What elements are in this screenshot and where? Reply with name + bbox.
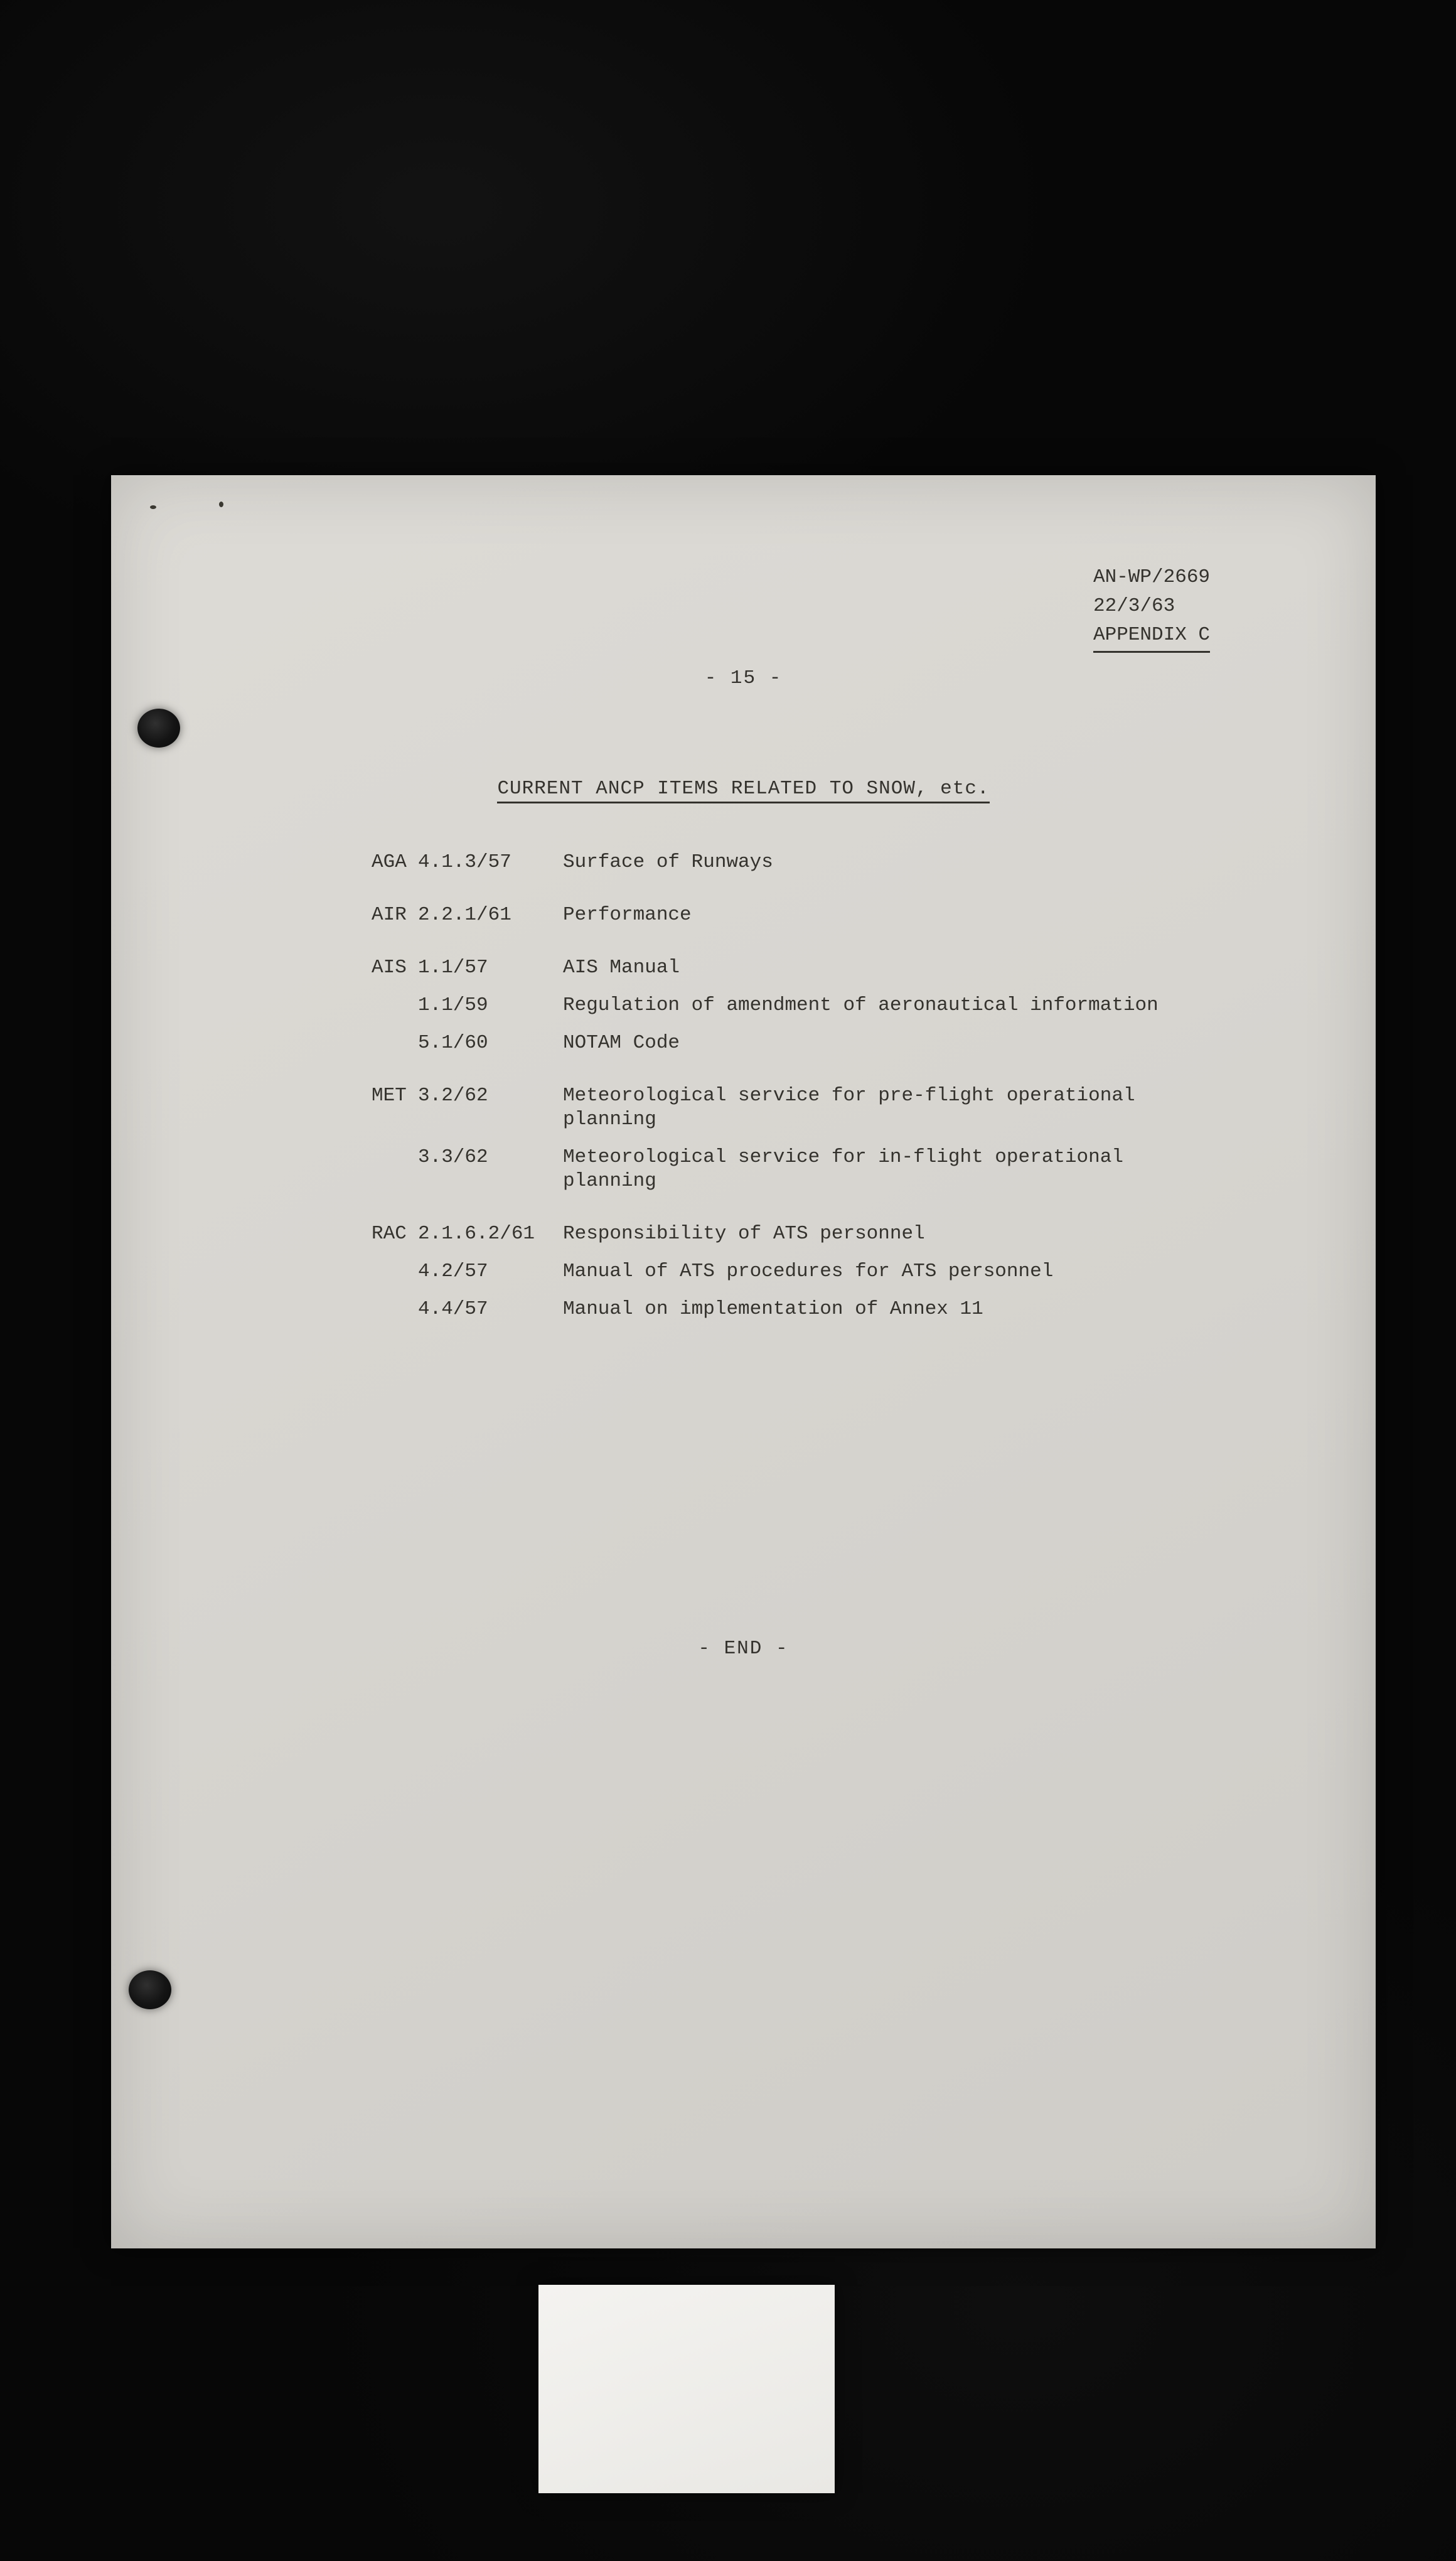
document-header	[1093, 563, 1210, 653]
item-row	[111, 1260, 1376, 1284]
item-row	[111, 994, 1376, 1017]
item-desc: Meteorological service for pre-flight operational planning	[563, 1085, 1135, 1130]
film-frame-card	[538, 2285, 835, 2493]
item-group: AIR	[372, 904, 407, 926]
end-marker: - END -	[698, 1638, 789, 1660]
item-group	[372, 1031, 418, 1055]
scan-speck	[150, 505, 156, 509]
item-ref: 3.3/62	[418, 1146, 488, 1168]
item-ref: 4.4/57	[418, 1298, 488, 1320]
item-desc: AIS Manual	[563, 957, 680, 979]
item-group: RAC	[372, 1223, 407, 1245]
punch-hole-top	[137, 709, 180, 748]
document-appendix: APPENDIX C	[1093, 621, 1210, 653]
item-desc: Meteorological service for in-flight operational planning	[563, 1146, 1123, 1192]
item-ref: 3.2/62	[418, 1085, 488, 1107]
item-ref: 5.1/60	[418, 1032, 488, 1054]
item-ref: 4.1.3/57	[418, 851, 511, 873]
item-ref: 4.2/57	[418, 1260, 488, 1282]
item-group	[372, 994, 418, 1017]
item-group: MET	[372, 1085, 407, 1107]
item-ref: 2.2.1/61	[418, 904, 511, 926]
item-group	[372, 1297, 418, 1321]
item-row	[111, 1146, 1376, 1193]
items-list	[111, 851, 1376, 1321]
item-desc: Responsibility of ATS personnel	[563, 1223, 925, 1245]
item-group	[372, 1146, 418, 1193]
item-desc: Manual on implementation of Annex 11	[563, 1298, 983, 1320]
item-row	[111, 903, 1376, 927]
item-group	[372, 1260, 418, 1284]
item-desc: Performance	[563, 904, 692, 926]
document-title	[111, 778, 1376, 803]
punch-hole-bottom	[129, 1970, 171, 2009]
item-row	[111, 1297, 1376, 1321]
item-group: AIS	[372, 957, 407, 979]
item-ref: 2.1.6.2/61	[418, 1223, 535, 1245]
page-number: - 15 -	[704, 667, 783, 689]
item-desc: NOTAM Code	[563, 1032, 680, 1054]
item-desc: Manual of ATS procedures for ATS personnel	[563, 1260, 1054, 1282]
item-row	[111, 1222, 1376, 1246]
item-row	[111, 851, 1376, 874]
item-row	[111, 1031, 1376, 1055]
item-row	[111, 956, 1376, 980]
document-ref: AN-WP/2669	[1093, 566, 1211, 588]
item-ref: 1.1/59	[418, 994, 488, 1016]
document-date: 22/3/63	[1093, 595, 1175, 617]
item-row	[111, 1084, 1376, 1132]
item-ref: 1.1/57	[418, 957, 488, 979]
document-page	[111, 475, 1376, 2248]
item-desc: Regulation of amendment of aeronautical information	[563, 994, 1159, 1016]
item-desc: Surface of Runways	[563, 851, 773, 873]
scan-speck	[219, 502, 223, 507]
item-group: AGA	[372, 851, 407, 873]
document-title-text: CURRENT ANCP ITEMS RELATED TO SNOW, etc.	[497, 778, 989, 803]
